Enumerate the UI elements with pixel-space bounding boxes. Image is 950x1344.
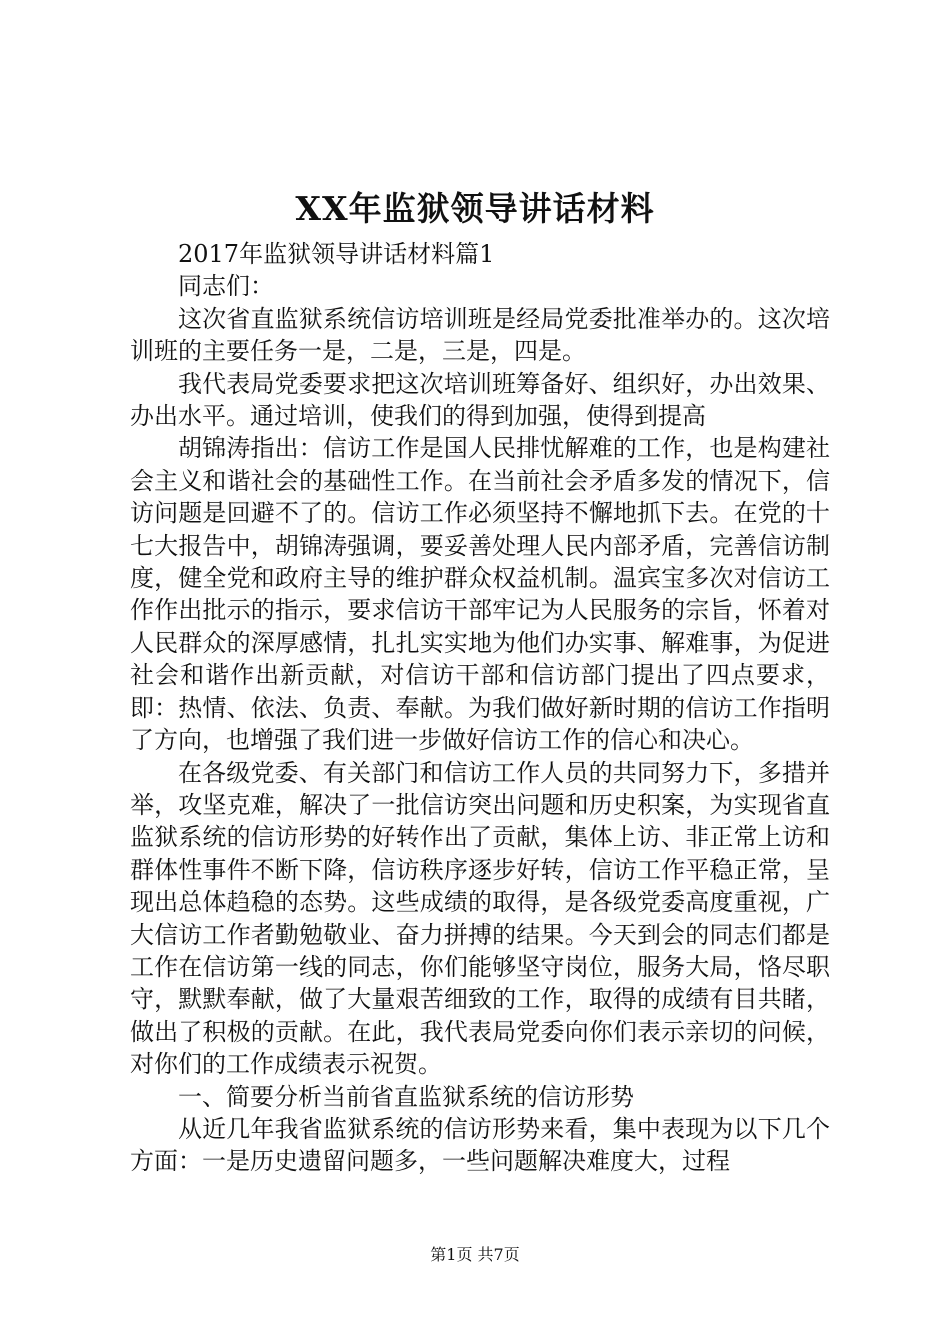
- paragraph: 在各级党委、有关部门和信访工作人员的共同努力下，多措并举，攻坚克难，解决了一批信访突出问题和历史积案，为实现省直监狱系统的信访形势的好转作出了贡献，集体上访、非正常上访和群体性事件不断下降，信访秩序逐步好转，信访工作平稳正常，呈现出总体趋稳的态势。这些成绩的取得，是各级党委高度重视，广大信访工作者勤勉敬业、奋力拼搏的结果。今天到会的同志们都是工作在信访第一线的同志，你们能够坚守岗位，服务大局，恪尽职守，默默奉献，做了大量艰苦细致的工作，取得的成绩有目共睹，做出了积极的贡献。在此，我代表局党委向你们表示亲切的问候，对你们的工作成绩表示祝贺。: [130, 758, 830, 1079]
- section-heading: 一、简要分析当前省直监狱系统的信访形势: [178, 1082, 634, 1111]
- paragraph: 这次省直监狱系统信访培训班是经局党委批准举办的。这次培训班的主要任务一是，二是，三是，四是。: [130, 304, 830, 366]
- page-number-footer: 第1页 共7页: [430, 1245, 520, 1264]
- paragraph: 我代表局党委要求把这次培训班筹备好、组织好，办出效果、办出水平。通过培训，使我们的得到加强，使得到提高: [130, 369, 830, 431]
- document-body: [130, 238, 830, 1178]
- paragraph: 胡锦涛指出：信访工作是国人民排忧解难的工作，也是构建社会主义和谐社会的基础性工作。在当前社会矛盾多发的情况下，信访问题是回避不了的。信访工作必须坚持不懈地抓下去。在党的十七大报告中，胡锦涛强调，要妥善处理人民内部矛盾，完善信访制度，健全党和政府主导的维护群众权益机制。温宾宝多次对信访工作作出批示的指示，要求信访干部牢记为人民服务的宗旨，怀着对人民群众的深厚感情，扎扎实实地为他们办实事、解难事，为促进社会和谐作出新贡献，对信访干部和信访部门提出了四点要求，即：热情、依法、负责、奉献。为我们做好新时期的信访工作指明了方向，也增强了我们进一步做好信访工作的信心和决心。: [130, 434, 830, 755]
- salutation: 同志们：: [178, 272, 274, 301]
- section-heading: 2017年监狱领导讲话材料篇1: [178, 240, 495, 268]
- paragraph: 从近几年我省监狱系统的信访形势来看，集中表现为以下几个方面：一是历史遗留问题多，一些问题解决难度大，过程: [130, 1114, 830, 1176]
- document-title: XX年监狱领导讲话材料: [295, 189, 655, 228]
